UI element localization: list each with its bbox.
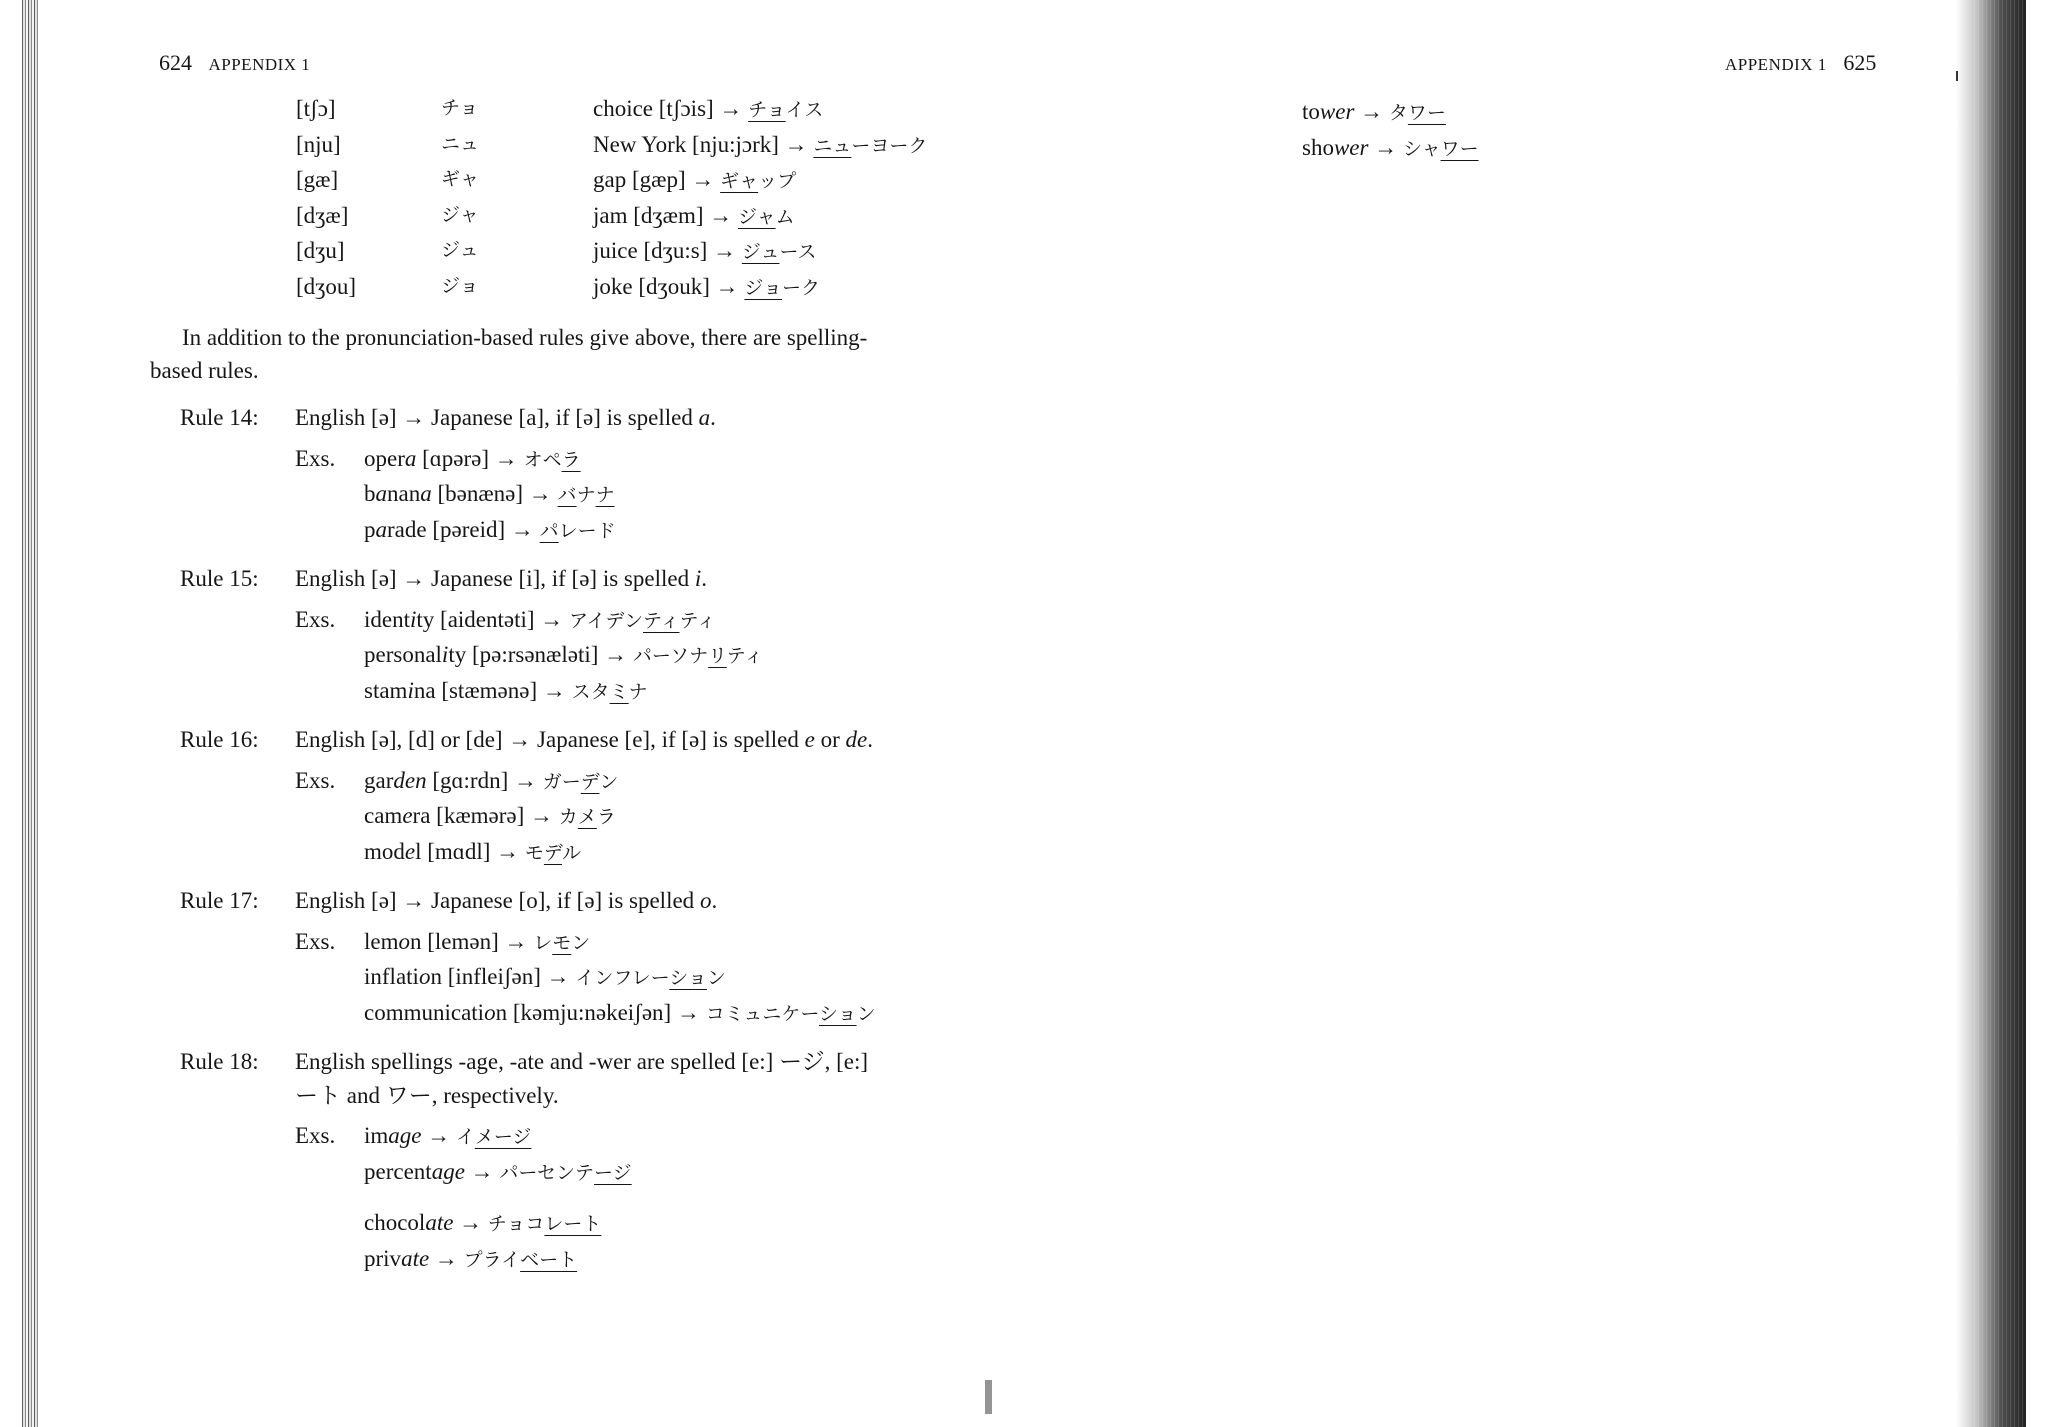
rule-14-examples bbox=[150, 442, 982, 549]
left-section-title: APPENDIX 1 bbox=[208, 55, 311, 74]
example-line: private → プライベート bbox=[364, 1245, 578, 1271]
rule-17 bbox=[150, 884, 982, 918]
ipa-cell: [gæ] bbox=[296, 167, 339, 192]
kana-cell: ギャ bbox=[441, 168, 480, 190]
table-row bbox=[150, 270, 982, 306]
paragraph-line: In addition to the pronunciation-based rules give above, there are spelling- bbox=[182, 325, 868, 350]
left-page bbox=[150, 92, 982, 1277]
example-line: image → イメージ bbox=[364, 1123, 532, 1148]
kana-cell: ジョ bbox=[441, 274, 479, 297]
example-line: stamina [stæmənə] → スタミナ bbox=[364, 677, 648, 703]
table-row bbox=[150, 199, 982, 235]
example-line: parade [pəreid] → パレード bbox=[364, 516, 616, 542]
example-line: opera [ɑpərə] → オペラ bbox=[364, 445, 581, 471]
kana-cell: ジュ bbox=[441, 239, 479, 261]
right-page bbox=[1302, 95, 1702, 166]
example-cell: gap [gæp] → ギャップ bbox=[593, 167, 797, 192]
left-binding-shadow bbox=[22, 0, 38, 1427]
example-line: chocolate → チョコレート bbox=[364, 1210, 602, 1235]
rule-15-examples bbox=[150, 603, 982, 710]
example-line: inflation [infleiʃən] → インフレーション bbox=[364, 964, 726, 989]
right-running-head bbox=[1725, 50, 1876, 76]
example-line: model [mɑdl] → モデル bbox=[364, 838, 581, 864]
rule-label: Rule 15: bbox=[180, 566, 259, 591]
ipa-cell: [nju] bbox=[296, 131, 341, 157]
rule-text: English [ə] → Japanese [o], if [ə] is spelled o. bbox=[295, 888, 718, 913]
rule-label: Rule 14: bbox=[180, 405, 259, 430]
example-line: percentage → パーセンテージ bbox=[364, 1158, 632, 1184]
example-line: communication [kəmju:nəkeiʃən] → コミュニケーション bbox=[364, 999, 876, 1025]
kana-cell: チョ bbox=[441, 97, 479, 119]
examples-label: Exs. bbox=[295, 928, 336, 954]
table-row bbox=[150, 92, 982, 128]
rule-16-examples bbox=[150, 764, 982, 871]
example-cell: juice [dʒu:s] → ジュース bbox=[593, 238, 817, 263]
table-row bbox=[150, 234, 982, 270]
left-running-head bbox=[159, 50, 310, 76]
kana-cell: ニュ bbox=[441, 132, 480, 155]
table-row bbox=[150, 128, 982, 164]
example-line: tower → タワー bbox=[1302, 99, 1446, 124]
example-line: banana [bənænə] → バナナ bbox=[364, 481, 615, 506]
example-line: shower → シャワー bbox=[1302, 134, 1479, 160]
rule-16 bbox=[150, 723, 982, 757]
right-section-title: APPENDIX 1 bbox=[1725, 55, 1827, 74]
table-row bbox=[150, 163, 982, 199]
kana-cell: ジャ bbox=[441, 203, 479, 226]
example-cell: choice [tʃɔis] → チョイス bbox=[593, 96, 824, 121]
rule-label: Rule 17: bbox=[180, 888, 259, 913]
transliteration-table bbox=[150, 92, 982, 305]
ipa-cell: [dʒæ] bbox=[296, 202, 349, 228]
examples-label: Exs. bbox=[295, 1123, 336, 1148]
rule-text: English spellings -age, -ate and -wer are spelled [e:] ージ, [e:] ート and ワー, respectively. bbox=[295, 1049, 869, 1108]
examples-label: Exs. bbox=[295, 767, 336, 793]
paragraph-line: based rules. bbox=[150, 357, 259, 383]
rule-label: Rule 16: bbox=[180, 727, 259, 752]
example-cell: joke [dʒouk] → ジョーク bbox=[593, 273, 821, 299]
intro-paragraph bbox=[150, 322, 982, 387]
right-page-number: 625 bbox=[1843, 50, 1877, 75]
gutter-mark bbox=[985, 1380, 992, 1414]
rule-14 bbox=[150, 401, 982, 435]
left-page-number: 624 bbox=[159, 50, 192, 75]
rule-label: Rule 18: bbox=[180, 1049, 259, 1074]
rule-text: English [ə] → Japanese [i], if [ə] is spelled i. bbox=[295, 566, 707, 591]
ipa-cell: [dʒu] bbox=[296, 238, 345, 263]
rule-text: English [ə], [d] or [de] → Japanese [e], if [ə] is spelled e or de. bbox=[295, 727, 873, 752]
examples-label: Exs. bbox=[295, 445, 336, 471]
examples-label: Exs. bbox=[295, 606, 336, 632]
example-line: identity [aidentəti] → アイデンティティ bbox=[364, 606, 716, 632]
rule-15 bbox=[150, 562, 982, 596]
example-line: camera [kæmərə] → カメラ bbox=[364, 803, 616, 828]
example-line: lemon [lemən] → レモン bbox=[364, 928, 591, 954]
example-line: garden [gɑ:rdn] → ガーデン bbox=[364, 767, 619, 793]
example-line: personality [pə:rsənæləti] → パーソナリティ bbox=[364, 642, 764, 667]
ipa-cell: [dʒou] bbox=[296, 273, 357, 299]
example-cell: New York [nju:jɔrk] → ニューヨーク bbox=[593, 131, 928, 157]
rule-text: English [ə] → Japanese [a], if [ə] is spelled a. bbox=[295, 405, 716, 430]
example-cell: jam [dʒæm] → ジャム bbox=[593, 202, 795, 228]
rule-18-examples bbox=[150, 1119, 982, 1277]
rule-18 bbox=[150, 1045, 982, 1112]
ipa-cell: [tʃɔ] bbox=[296, 96, 336, 121]
rule-17-examples bbox=[150, 925, 982, 1032]
margin-tick bbox=[1956, 71, 1958, 81]
right-binding-shadow bbox=[1956, 0, 2026, 1427]
